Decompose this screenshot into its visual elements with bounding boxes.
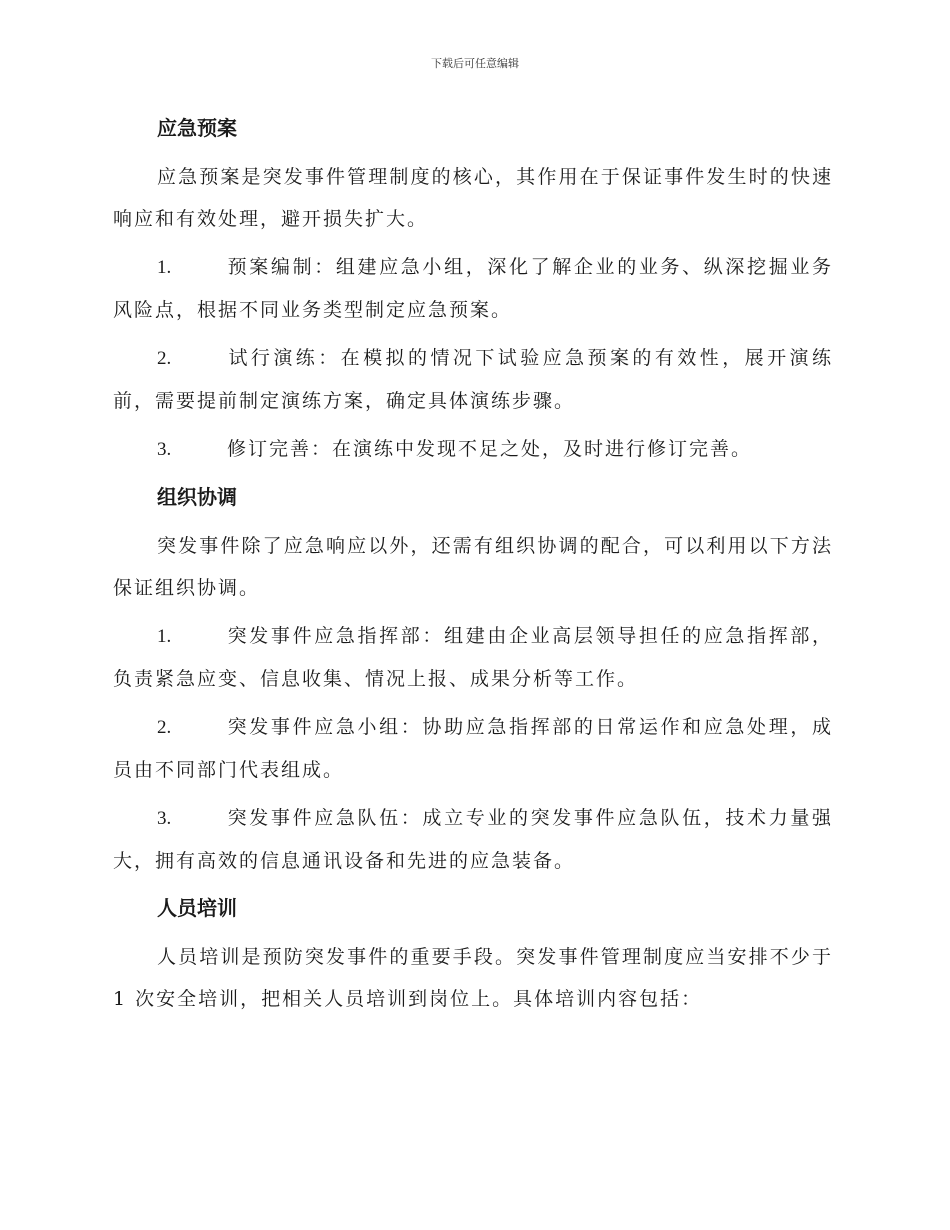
list-item-number: 3. <box>157 439 172 460</box>
section-heading: 组织协调 <box>157 485 237 509</box>
list-item <box>113 797 833 882</box>
list-item-text: 突发事件应急队伍：成立专业的突发事件应急队伍，技术力量强大，拥有高效的信息通讯设备和先进的应急装备。 <box>113 807 833 872</box>
section-intro: 应急预案是突发事件管理制度的核心，其作用在于保证事件发生时的快速响应和有效处理，避开损失扩大。 <box>113 166 833 230</box>
document-body <box>113 108 833 1026</box>
page-header-note: 下载后可任意编辑 <box>431 57 519 70</box>
list-item-number: 3. <box>157 808 172 829</box>
list-item <box>113 337 833 422</box>
list-item-text: 突发事件应急小组：协助应急指挥部的日常运作和应急处理，成员由不同部门代表组成。 <box>113 716 833 781</box>
list-item-text: 修订完善：在演练中发现不足之处，及时进行修订完善。 <box>227 438 753 460</box>
list-item <box>113 706 833 791</box>
section-intro: 人员培训是预防突发事件的重要手段。突发事件管理制度应当安排不少于 1 次安全培训，把相关人员培训到岗位上。具体培训内容包括： <box>113 946 833 1010</box>
list-item-number: 2. <box>157 348 172 369</box>
list-item-text: 突发事件应急指挥部：组建由企业高层领导担任的应急指挥部，负责紧急应变、信息收集、情况上报、成果分析等工作。 <box>113 625 833 690</box>
list-item-text: 试行演练：在模拟的情况下试验应急预案的有效性，展开演练前，需要提前制定演练方案，确定具体演练步骤。 <box>113 347 833 412</box>
list-item-number: 1. <box>157 257 172 278</box>
section-intro: 突发事件除了应急响应以外，还需有组织协调的配合，可以利用以下方法保证组织协调。 <box>113 535 833 599</box>
list-item-number: 1. <box>157 626 172 647</box>
list-item <box>113 246 833 331</box>
list-item-number: 2. <box>157 717 172 738</box>
list-item <box>113 428 833 471</box>
list-item-text: 预案编制：组建应急小组，深化了解企业的业务、纵深挖掘业务风险点，根据不同业务类型制定应急预案。 <box>113 256 833 321</box>
section-heading: 应急预案 <box>157 116 237 140</box>
list-item <box>113 615 833 700</box>
section-heading: 人员培训 <box>157 896 237 920</box>
